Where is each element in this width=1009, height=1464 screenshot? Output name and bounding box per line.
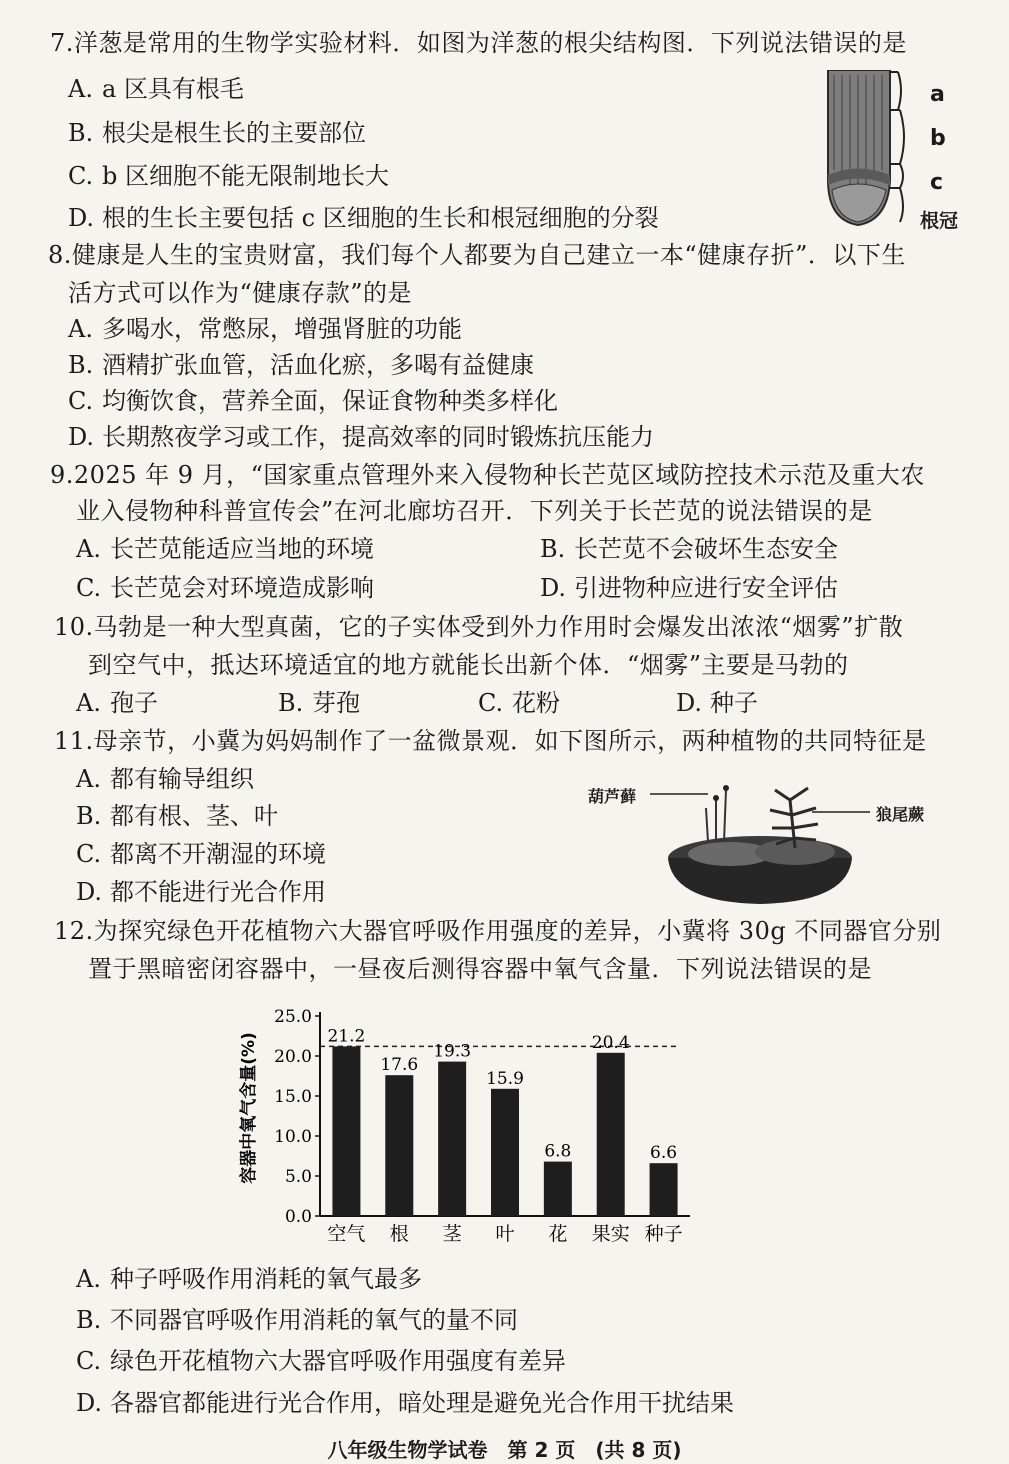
bar-value-label: 17.6 (380, 1055, 419, 1076)
q7-option-b: B. 根尖是根生长的主要部位 (68, 119, 366, 147)
q12-option-c: C. 绿色开花植物六大器官呼吸作用强度有差异 (76, 1347, 566, 1375)
q10-stem-line1: 10.马勃是一种大型真菌，它的子实体受到外力作用时会爆发出浓浓“烟雾”扩散 (54, 613, 904, 641)
q10-stem-line2: 到空气中，抵达环境适宜的地方就能长出新个体．“烟雾”主要是马勃的 (88, 651, 849, 679)
q10-option-d: D. 种子 (676, 689, 758, 717)
bar (544, 1162, 572, 1216)
root-tip-figure (820, 70, 980, 230)
q9-option-b: B. 长芒苋不会破坏生态安全 (540, 535, 838, 563)
bar-value-label: 6.6 (650, 1143, 678, 1164)
label-c: c (930, 170, 944, 195)
bar-value-label: 19.3 (433, 1041, 472, 1062)
q9-stem-line1: 9.2025 年 9 月，“国家重点管理外来入侵物种长芒苋区域防控技术示范及重大农 (50, 461, 925, 489)
y-tick-label: 15.0 (274, 1087, 312, 1107)
q8-option-a: A. 多喝水，常憋尿，增强肾脏的功能 (68, 315, 462, 343)
terrarium-illustration (580, 770, 980, 910)
x-tick-label: 果实 (591, 1223, 630, 1245)
q11-option-b: B. 都有根、茎、叶 (76, 802, 278, 830)
q10-option-b: B. 芽孢 (278, 689, 360, 717)
label-moss: 葫芦藓 (588, 787, 637, 806)
x-tick-label: 种子 (644, 1223, 683, 1245)
bar (438, 1062, 466, 1216)
y-tick-label: 10.0 (274, 1127, 312, 1147)
y-tick-label: 25.0 (274, 1007, 312, 1027)
chart-svg (232, 998, 702, 1248)
q9-option-d: D. 引进物种应进行安全评估 (540, 574, 838, 602)
oxygen-bar-chart (232, 998, 702, 1248)
label-fern: 狼尾蕨 (876, 805, 925, 824)
bar-value-label: 21.2 (327, 1026, 366, 1047)
q8-option-d: D. 长期熬夜学习或工作，提高效率的同时锻炼抗压能力 (68, 423, 654, 451)
label-a: a (930, 82, 945, 107)
q8-stem-line1: 8.健康是人生的宝贵财富，我们每个人都要为自己建立一本“健康存折”．以下生 (48, 241, 906, 269)
q8-option-c: C. 均衡饮食，营养全面，保证食物种类多样化 (68, 387, 558, 415)
q7-option-c: C. b 区细胞不能无限制地长大 (68, 162, 389, 190)
q9-option-c: C. 长芒苋会对环境造成影响 (76, 574, 374, 602)
q12-option-a: A. 种子呼吸作用消耗的氧气最多 (76, 1265, 422, 1293)
q9-option-a: A. 长芒苋能适应当地的环境 (76, 535, 374, 563)
terrarium-figure (580, 770, 980, 910)
bar-value-label: 15.9 (486, 1068, 524, 1089)
q11-option-a: A. 都有输导组织 (76, 765, 254, 793)
x-tick-label: 花 (548, 1223, 568, 1245)
bar-value-label: 6.8 (544, 1141, 572, 1162)
q11-option-d: D. 都不能进行光合作用 (76, 878, 326, 906)
bar (491, 1089, 519, 1216)
x-tick-label: 茎 (442, 1223, 462, 1245)
x-tick-label: 根 (389, 1223, 409, 1245)
q7-stem: 7.洋葱是常用的生物学实验材料．如图为洋葱的根尖结构图．下列说法错误的是 (50, 29, 907, 57)
q10-option-a: A. 孢子 (76, 689, 158, 717)
q11-stem: 11.母亲节，小冀为妈妈制作了一盆微景观．如下图所示，两种植物的共同特征是 (54, 727, 927, 755)
y-axis-label: 容器中氧气含量(%) (239, 1032, 259, 1184)
q7-option-d: D. 根的生长主要包括 c 区细胞的生长和根冠细胞的分裂 (68, 204, 659, 232)
bar (597, 1053, 625, 1216)
q8-stem-line2: 活方式可以作为“健康存款”的是 (68, 279, 413, 307)
q7-option-a: A. a 区具有根毛 (68, 75, 244, 103)
q9-stem-line2: 业入侵物种科普宣传会”在河北廊坊召开．下列关于长芒苋的说法错误的是 (76, 497, 873, 525)
label-root-cap: 根冠 (920, 210, 959, 232)
q11-option-c: C. 都离不开潮湿的环境 (76, 840, 326, 868)
bar-value-label: 20.4 (591, 1032, 630, 1053)
label-b: b (930, 126, 946, 151)
q12-option-d: D. 各器官都能进行光合作用，暗处理是避免光合作用干扰结果 (76, 1389, 734, 1417)
q12-option-b: B. 不同器官呼吸作用消耗的氧气的量不同 (76, 1306, 518, 1334)
q12-stem-line1: 12.为探究绿色开花植物六大器官呼吸作用强度的差异，小冀将 30g 不同器官分别 (54, 917, 942, 945)
q12-stem-line2: 置于黑暗密闭容器中，一昼夜后测得容器中氧气含量．下列说法错误的是 (88, 955, 872, 983)
bar (332, 1046, 360, 1216)
y-tick-label: 20.0 (274, 1047, 312, 1067)
page-footer: 八年级生物学试卷 第 2 页 (共 8 页) (327, 1438, 682, 1462)
q8-option-b: B. 酒精扩张血管，活血化瘀，多喝有益健康 (68, 351, 534, 379)
x-tick-label: 叶 (495, 1223, 515, 1245)
y-tick-label: 5.0 (284, 1167, 312, 1187)
y-tick-label: 0.0 (284, 1207, 312, 1227)
bar (385, 1075, 413, 1216)
bar (650, 1163, 678, 1216)
q10-option-c: C. 花粉 (478, 689, 560, 717)
x-tick-label: 空气 (327, 1223, 366, 1245)
